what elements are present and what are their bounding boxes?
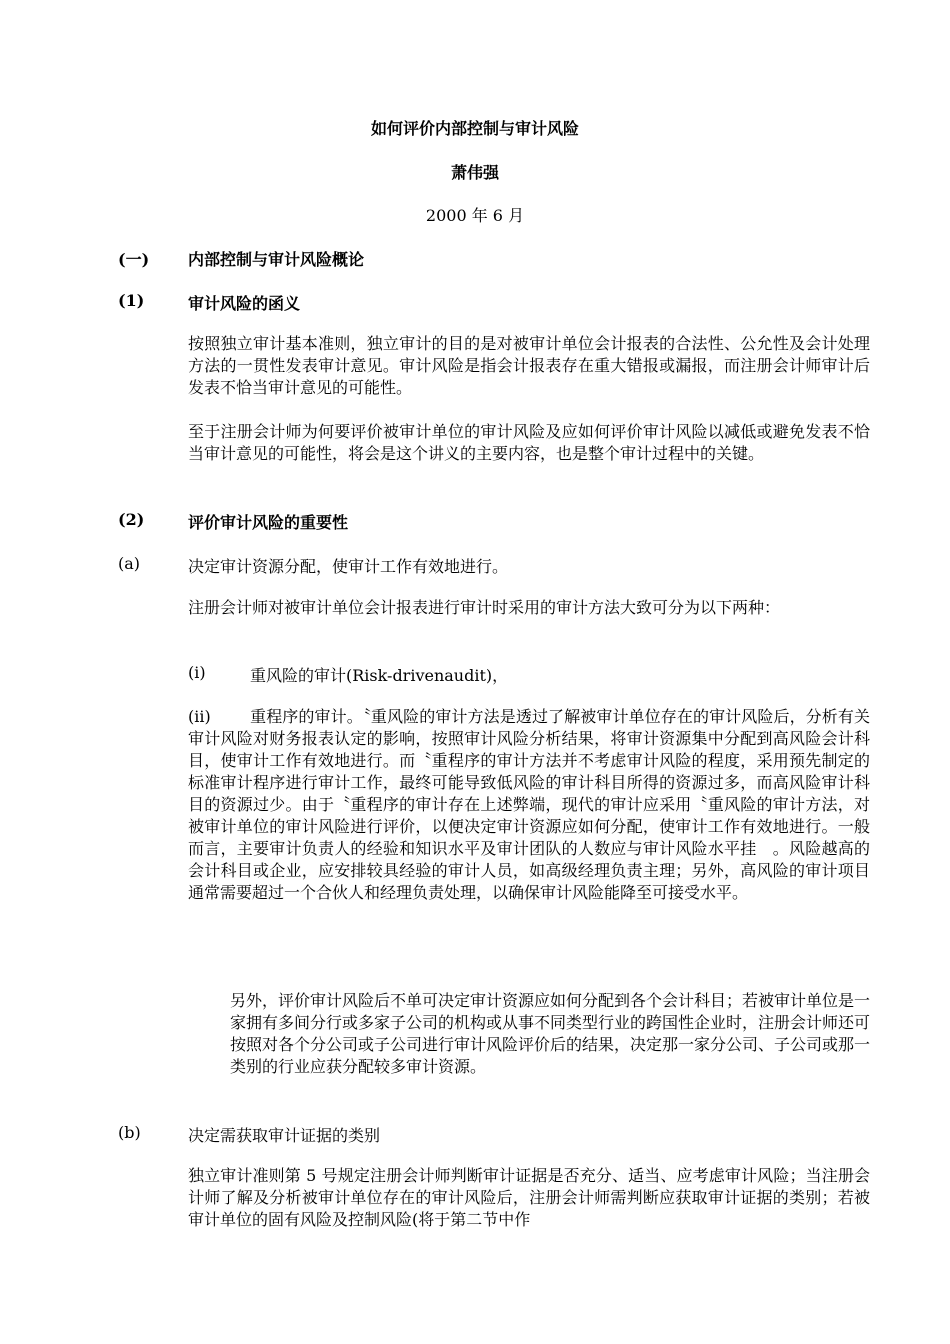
- item-number: (2): [118, 510, 145, 529]
- paragraph: 按照独立审计基本准则，独立审计的目的是对被审计单位会计报表的合法性、公允性及会计处理方法的一贯性发表审计意见。审计风险是指会计报表存在重大错报或漏报，而注册会计师审计后发表不恰当审计意见的可能性。: [188, 334, 870, 397]
- list-text: 重风险的审计(Risk-drivenaudit)，: [250, 666, 509, 685]
- section-number: (一): [118, 250, 150, 269]
- list-item: [188, 706, 870, 904]
- subitem-heading: 决定审计资源分配，使审计工作有效地进行。: [188, 557, 509, 576]
- paragraph: 独立审计准则第 5 号规定注册会计师判断审计证据是否充分、适当、应考虑审计风险；当注册会计师了解及分析被审计单位存在的审计风险后，注册会计师需判断应获取审计证据的类别；若被审计单位的固有风险及控制风险(将于第二节中作: [188, 1166, 870, 1229]
- author-name: 萧伟强: [450, 163, 499, 182]
- document-date: 2000 年 6 月: [425, 206, 525, 225]
- item-heading: 审计风险的函义: [188, 294, 301, 313]
- paragraph: 注册会计师对被审计单位会计报表进行审计时采用的审计方法大致可分为以下两种：: [188, 598, 781, 617]
- paragraph: 至于注册会计师为何要评价被审计单位的审计风险及应如何评价审计风险以减低或避免发表不恰当审计意见的可能性，将会是这个讲义的主要内容，也是整个审计过程中的关键。: [188, 422, 870, 463]
- paragraph: 另外，评价审计风险后不单可决定审计资源应如何分配到各个会计科目；若被审计单位是一家拥有多间分行或多家子公司的机构或从事不同类型行业的跨国性企业时，注册会计师还可按照对各个分公司或子公司进行审计风险评价后的结果，决定那一家分公司、子公司或那一类别的行业应获分配较多审计资源。: [230, 991, 871, 1076]
- list-label: (i): [188, 663, 206, 682]
- document-title: 如何评价内部控制与审计风险: [370, 119, 579, 138]
- subitem-heading: 决定需获取审计证据的类别: [188, 1126, 381, 1145]
- item-number: (1): [118, 291, 145, 310]
- list-label: (ii): [188, 707, 211, 726]
- section-heading: 内部控制与审计风险概论: [188, 250, 365, 269]
- subitem-label: (b): [118, 1123, 141, 1142]
- subitem-label: (a): [118, 554, 141, 573]
- item-heading: 评价审计风险的重要性: [188, 513, 349, 532]
- list-text: 重程序的审计。〝重风险的审计方法是透过了解被审计单位存在的审计风险后，分析有关审计风险对财务报表认定的影响，按照审计风险分析结果，将审计资源集中分配到高风险会计科目，使审计工作有效地进行。而〝重程序的审计方法并不考虑审计风险的程度，采用预先制定的标准审计程序进行审计工作，最终可能导致低风险的审计科目所得的资源过多，而高风险审计科目的资源过少。由于〝重程序的审计存在上述弊端，现代的审计应采用〝重风险的审计方法，对被审计单位的审计风险进行评价，以便决定审计资源应如何分配，使审计工作有效地进行。一般而言，主要审计负责人的经验和知识水平及审计团队的人数应与审计风险水平挂 。风险越高的会计科目或企业，应安排较具经验的审计人员，如高级经理负责主理；另外，高风险的审计项目通常需要超过一个合伙人和经理负责处理，以确保审计风险能降至可接受水平。: [188, 707, 870, 902]
